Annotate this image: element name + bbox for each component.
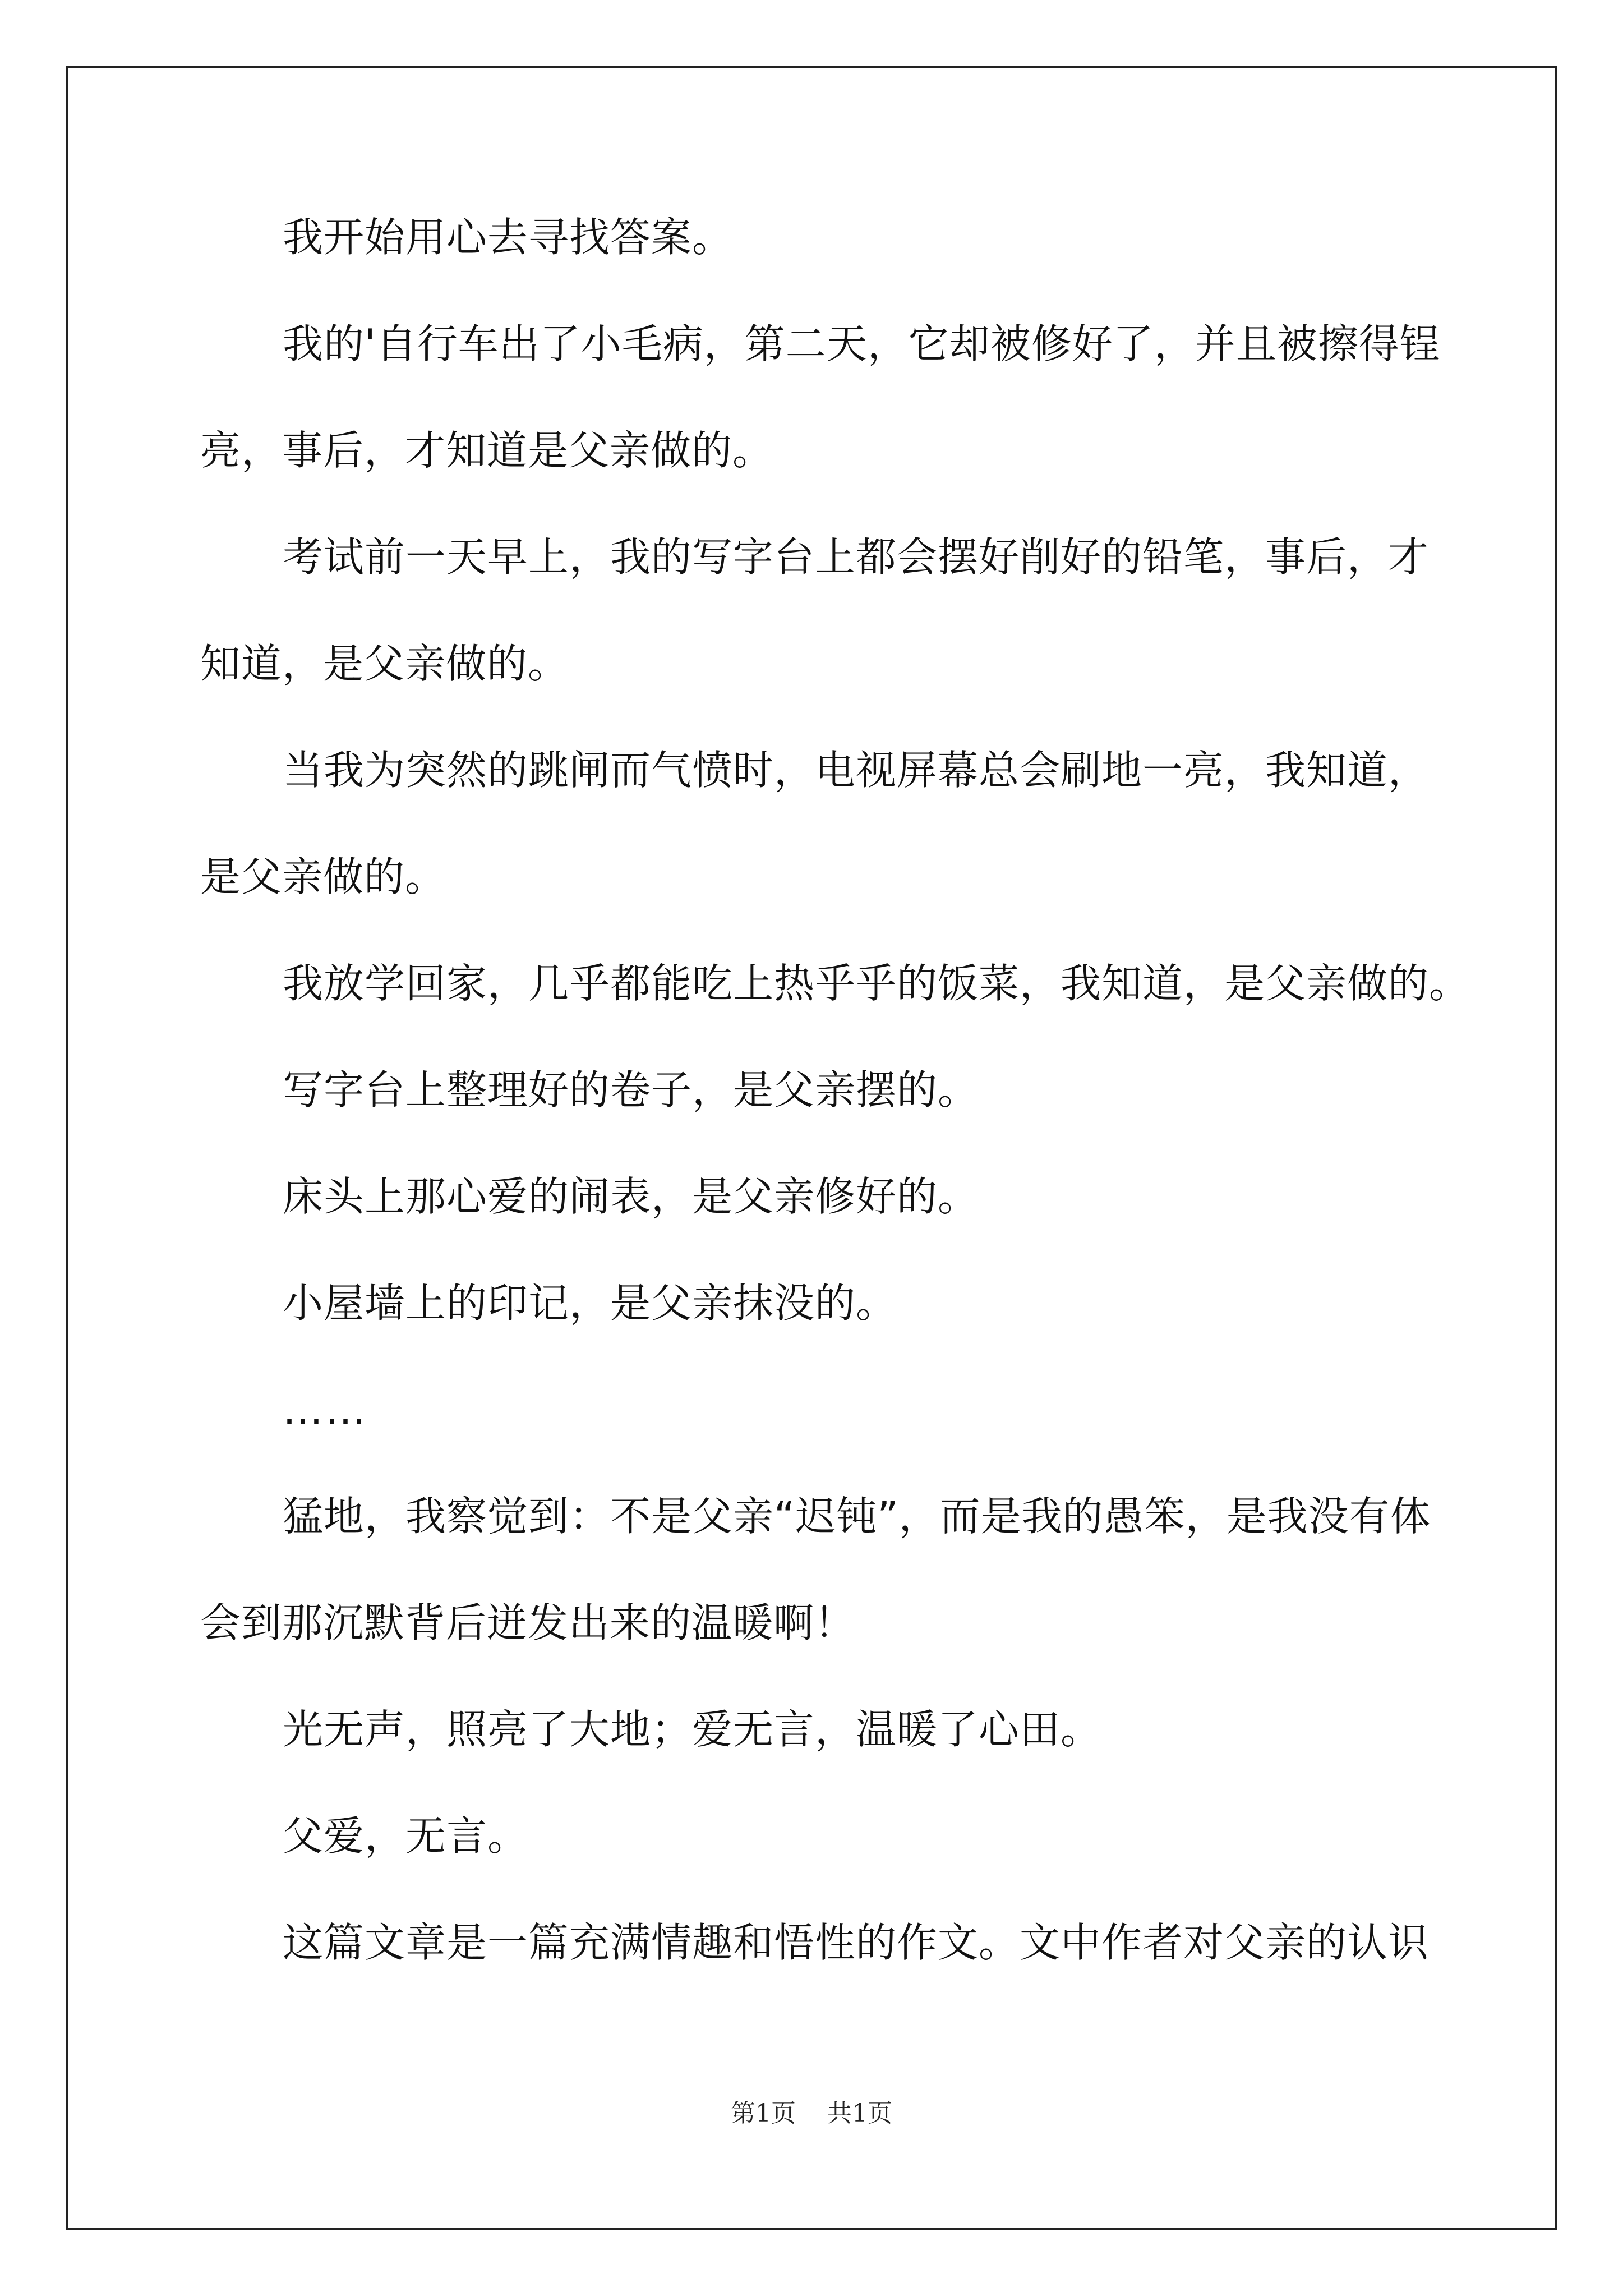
ellipsis-line: …… xyxy=(283,1386,368,1433)
page-border xyxy=(66,66,1557,2230)
paragraph-line: 我开始用心去寻找答案。 xyxy=(283,214,734,261)
paragraph-line: 这篇文章是一篇充满情趣和悟性的作文。文中作者对父亲的认识 xyxy=(283,1919,1430,1966)
paragraph-line: 父爱，无言。 xyxy=(283,1812,529,1860)
paragraph-line: 会到那沉默背后迸发出来的温暖啊！ xyxy=(200,1599,856,1646)
paragraph-line: 我的'自行车出了小毛病，第二天，它却被修好了，并且被擦得锃 xyxy=(283,320,1441,367)
paragraph-line: 亮，事后，才知道是父亲做的。 xyxy=(200,427,774,474)
paragraph-line: 是父亲做的。 xyxy=(200,853,446,900)
page-number: 第1页 xyxy=(731,2099,796,2128)
paragraph-line: 考试前一天早上，我的写字台上都会摆好削好的铅笔，事后，才 xyxy=(283,533,1430,581)
page-total: 共1页 xyxy=(827,2099,892,2128)
paragraph-line: 知道，是父亲做的。 xyxy=(200,640,569,687)
paragraph-line: 光无声，照亮了大地；爱无言，温暖了心田。 xyxy=(283,1706,1102,1753)
paragraph-line: 我放学回家，几乎都能吃上热乎乎的饭菜，我知道，是父亲做的。 xyxy=(283,960,1470,1007)
paragraph-line: 猛地，我察觉到：不是父亲“迟钝”，而是我的愚笨，是我没有体 xyxy=(283,1493,1431,1540)
paragraph-line: 当我为突然的跳闸而气愤时，电视屏幕总会刷地一亮，我知道， xyxy=(283,747,1430,794)
paragraph-line: 床头上那心爱的闹表，是父亲修好的。 xyxy=(283,1173,979,1220)
paragraph-line: 写字台上整理好的卷子，是父亲摆的。 xyxy=(283,1066,979,1114)
page-footer xyxy=(0,2097,1623,2131)
paragraph-line: 小屋墙上的印记，是父亲抹没的。 xyxy=(283,1280,897,1327)
